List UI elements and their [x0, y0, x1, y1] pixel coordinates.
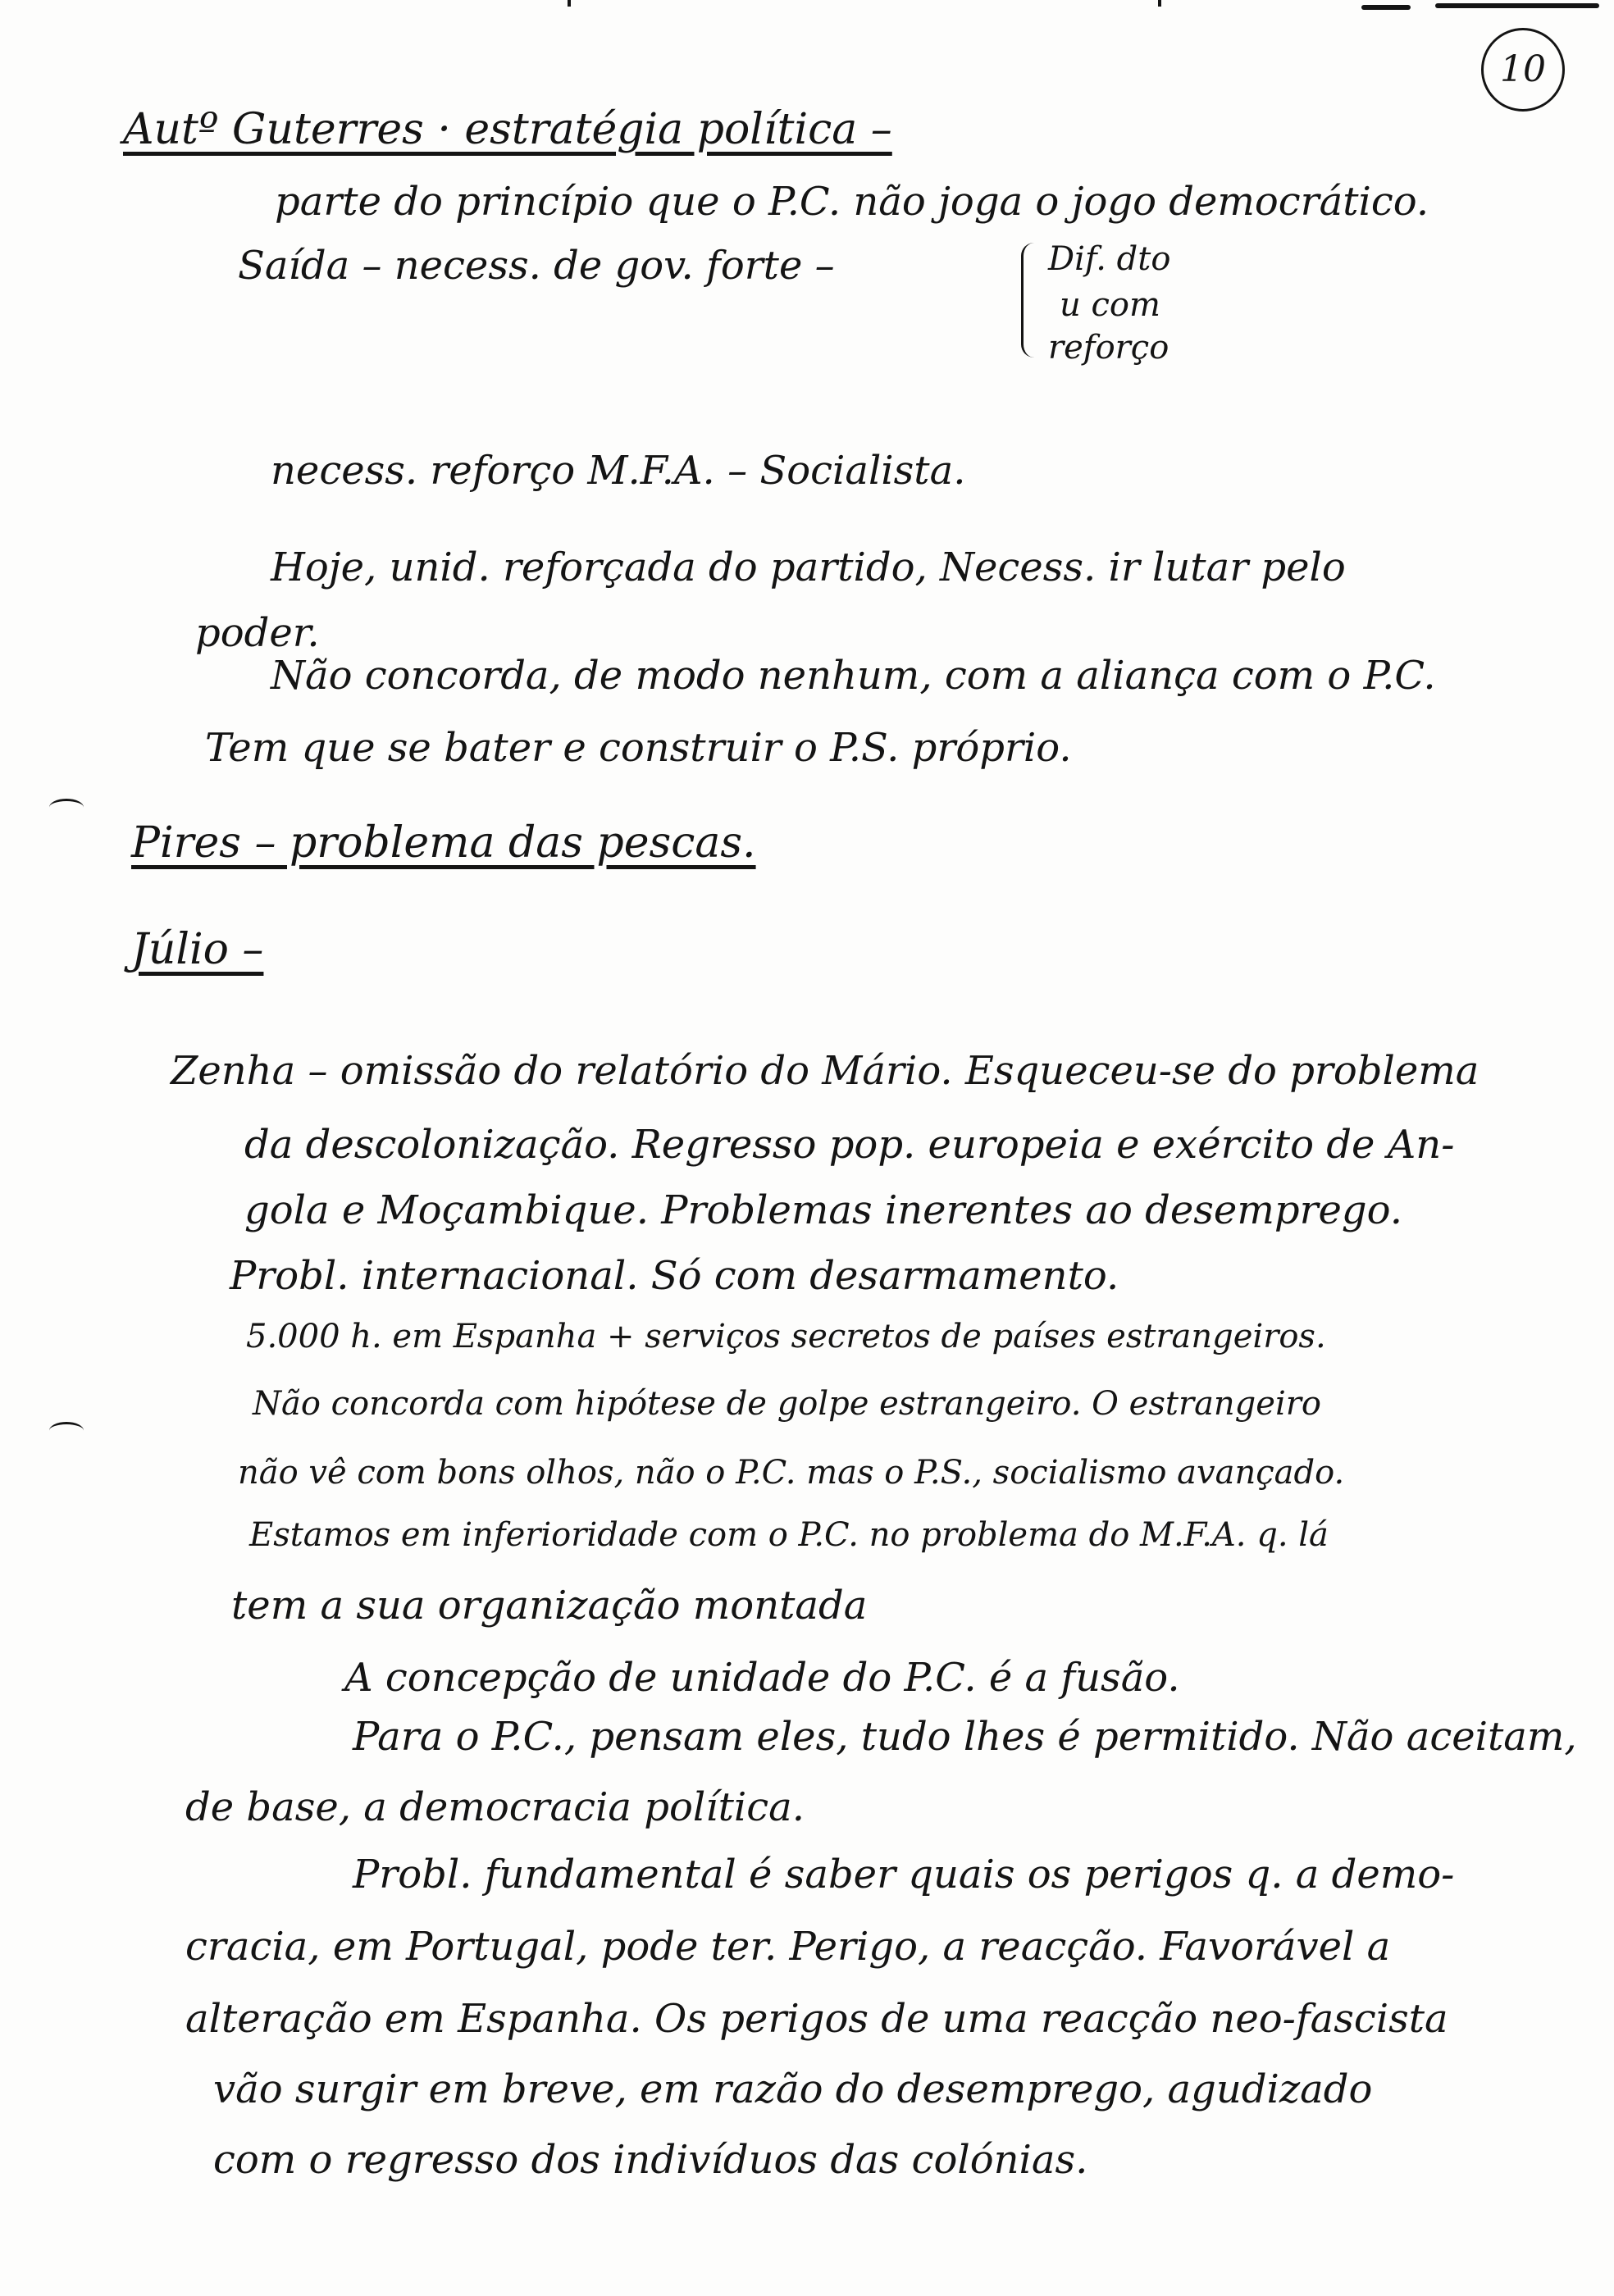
top-edge-speck: [1158, 0, 1161, 7]
line-16: 5.000 h. em Espanha + serviços secretos de países estrangeiros.: [246, 1318, 1326, 1355]
line-07: poder.: [195, 610, 320, 656]
line-24: Probl. fundamental é saber quais os perigos q. a demo-: [353, 1852, 1455, 1897]
line-27: vão surgir em breve, em razão do desemprego, agudizado: [213, 2066, 1373, 2112]
line-04a: Dif. dto: [1048, 240, 1171, 278]
line-14: gola e Moçambique. Problemas inerentes ao desemprego.: [244, 1187, 1402, 1233]
line-02: parte do princípio que o P.C. não joga o jogo democrático.: [275, 179, 1429, 225]
line-15: Probl. internacional. Só com desarmamento.: [230, 1253, 1119, 1299]
line-20: tem a sua organização montada: [231, 1583, 868, 1629]
margin-mark: [49, 799, 84, 816]
heading-julio: Júlio –: [131, 925, 264, 974]
line-13: da descolonização. Regresso pop. europeia e exército de An-: [244, 1122, 1455, 1168]
top-edge-mark: [1361, 5, 1411, 10]
margin-mark: [49, 1422, 84, 1439]
line-18: não vê com bons olhos, não o P.C. mas o P.S., socialismo avançado.: [238, 1454, 1345, 1492]
heading-pires: Pires – problema das pescas.: [131, 818, 756, 868]
line-17: Não concorda com hipótese de golpe estrangeiro. O estrangeiro: [253, 1385, 1321, 1423]
line-22: Para o P.C., pensam eles, tudo lhes é permitido. Não aceitam,: [353, 1714, 1577, 1760]
heading-guterres: Autº Guterres · estratégia política –: [123, 105, 892, 154]
line-04c: reforço: [1048, 329, 1169, 367]
line-21: A concepção de unidade do P.C. é a fusão.: [344, 1655, 1180, 1701]
line-05: necess. reforço M.F.A. – Socialista.: [271, 448, 966, 494]
line-08: Não concorda, de modo nenhum, com a aliança com o P.C.: [271, 653, 1436, 699]
page-number: 10: [1481, 28, 1565, 112]
top-edge-mark: [1435, 3, 1599, 8]
line-12: Zenha – omissão do relatório do Mário. Esqueceu-se do problema: [171, 1048, 1480, 1094]
line-26: alteração em Espanha. Os perigos de uma reacção neo-fascista: [185, 1996, 1448, 2042]
line-19: Estamos em inferioridade com o P.C. no problema do M.F.A. q. lá: [249, 1516, 1329, 1554]
line-28: com o regresso dos indivíduos das colónias.: [213, 2137, 1088, 2183]
top-edge-speck: [568, 0, 571, 7]
line-04b: u com: [1060, 286, 1160, 324]
line-23: de base, a democracia política.: [185, 1784, 805, 1830]
line-03: Saída – necess. de gov. forte –: [238, 243, 835, 289]
line-25: cracia, em Portugal, pode ter. Perigo, a reacção. Favorável a: [185, 1924, 1391, 1970]
line-09: Tem que se bater e construir o P.S. próprio.: [205, 725, 1072, 771]
line-06: Hoje, unid. reforçada do partido, Necess. ir lutar pelo: [271, 544, 1346, 590]
brace-bracket: [1021, 243, 1045, 358]
